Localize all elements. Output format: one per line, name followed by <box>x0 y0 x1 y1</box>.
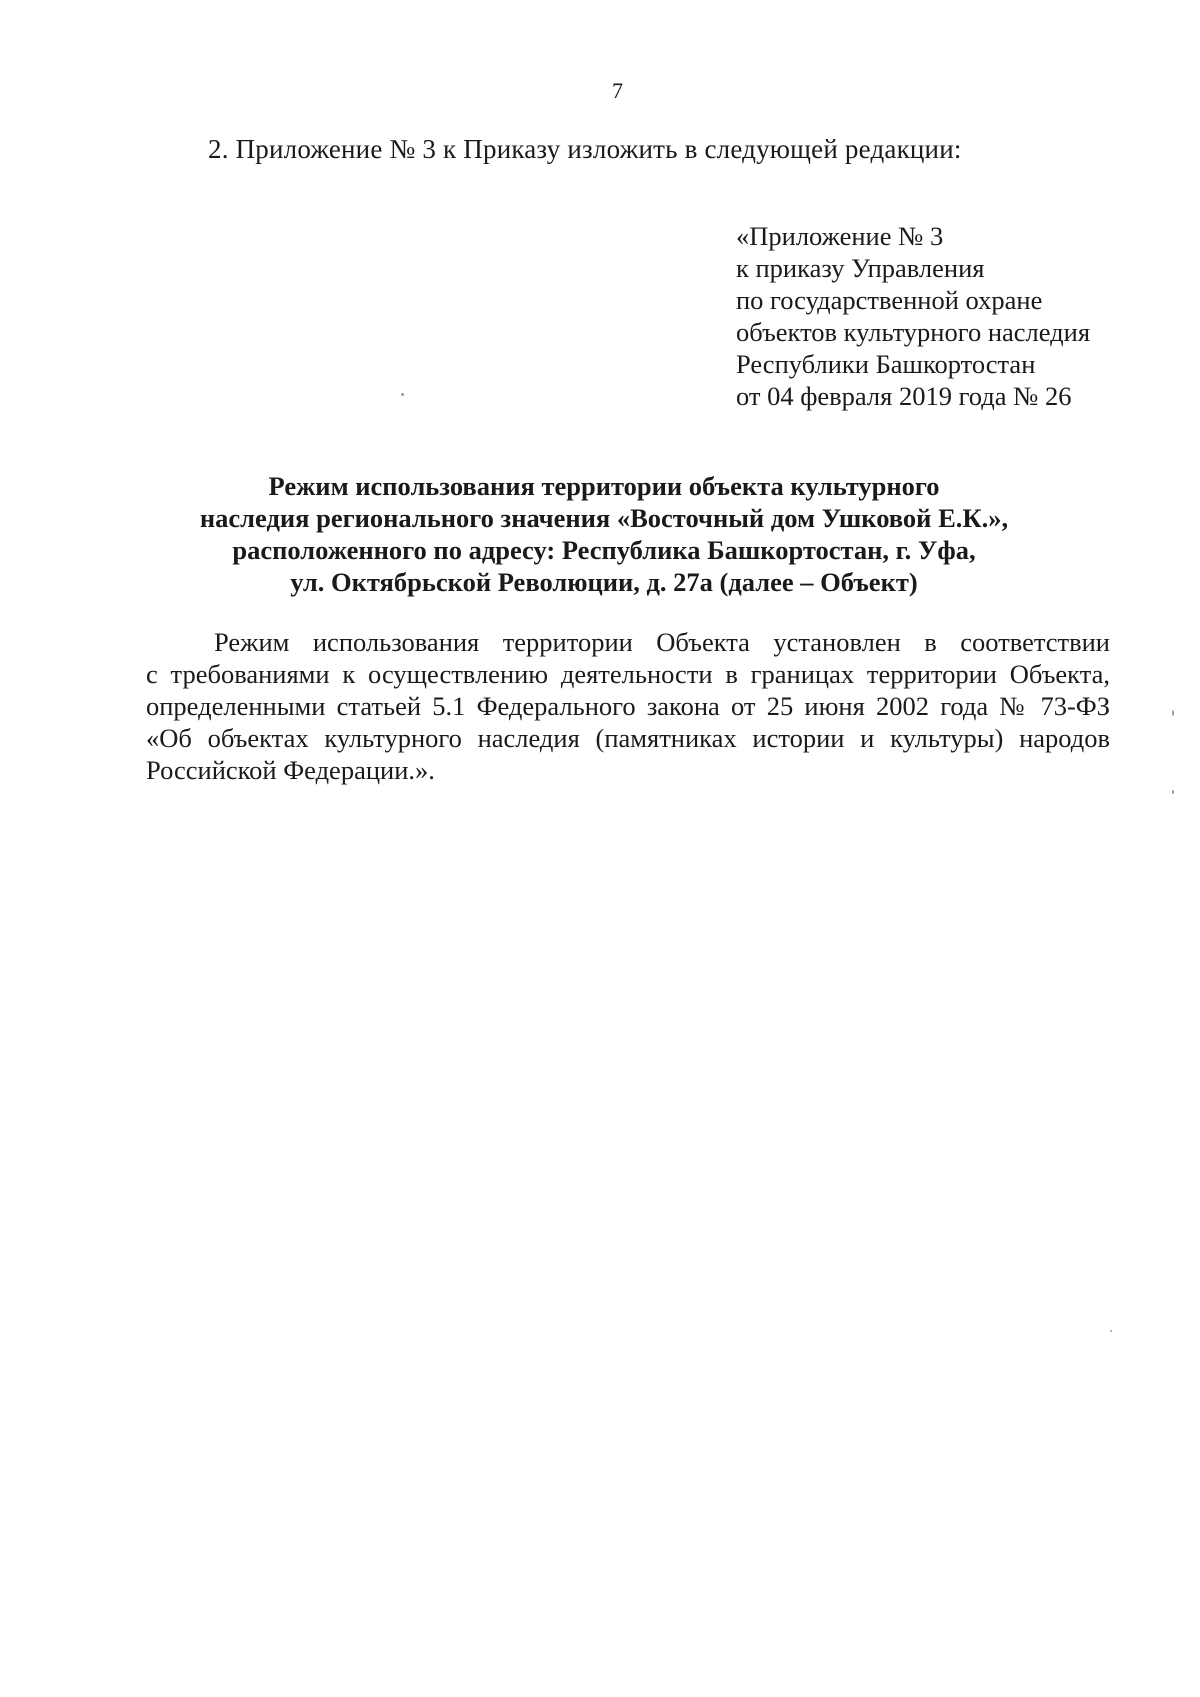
appendix-line: от 04 февраля 2019 года № 26 <box>736 381 1072 411</box>
body-line: «Об объектах культурного наследия (памятниках истории и культуры) народов <box>146 723 1110 753</box>
body-line: определенными статьей 5.1 Федерального закона от 25 июня 2002 года № 73-ФЗ <box>146 691 1110 721</box>
scan-speck <box>1110 1330 1112 1332</box>
appendix-line: по государственной охране <box>736 285 1043 315</box>
appendix-line: к приказу Управления <box>736 253 985 283</box>
appendix-line: Республики Башкортостан <box>736 349 1036 379</box>
body-paragraph <box>146 626 1110 786</box>
scan-speck <box>401 393 404 396</box>
body-line: Режим использования территории Объекта установлен в соответствии <box>214 627 1110 657</box>
heading-line: Режим использования территории объекта культурного <box>268 471 940 501</box>
heading-line: наследия регионального значения «Восточный дом Ушковой Е.К.», <box>199 503 1009 533</box>
scan-speck <box>1172 790 1174 794</box>
appendix-line: объектов культурного наследия <box>736 317 1091 347</box>
appendix-reference-block <box>736 220 1090 412</box>
document-heading <box>130 470 1078 598</box>
body-line: Российской Федерации.». <box>146 755 435 785</box>
page-number: 7 <box>612 78 623 103</box>
amendment-item: 2. Приложение № 3 к Приказу изложить в следующей редакции: <box>208 134 962 164</box>
body-line: с требованиями к осуществлению деятельности в границах территории Объекта, <box>146 659 1110 689</box>
heading-line: ул. Октябрьской Революции, д. 27а (далее – Объект) <box>290 567 918 597</box>
appendix-line: «Приложение № 3 <box>736 221 944 251</box>
scan-speck <box>1172 710 1174 716</box>
heading-line: расположенного по адресу: Республика Башкортостан, г. Уфа, <box>232 535 976 565</box>
